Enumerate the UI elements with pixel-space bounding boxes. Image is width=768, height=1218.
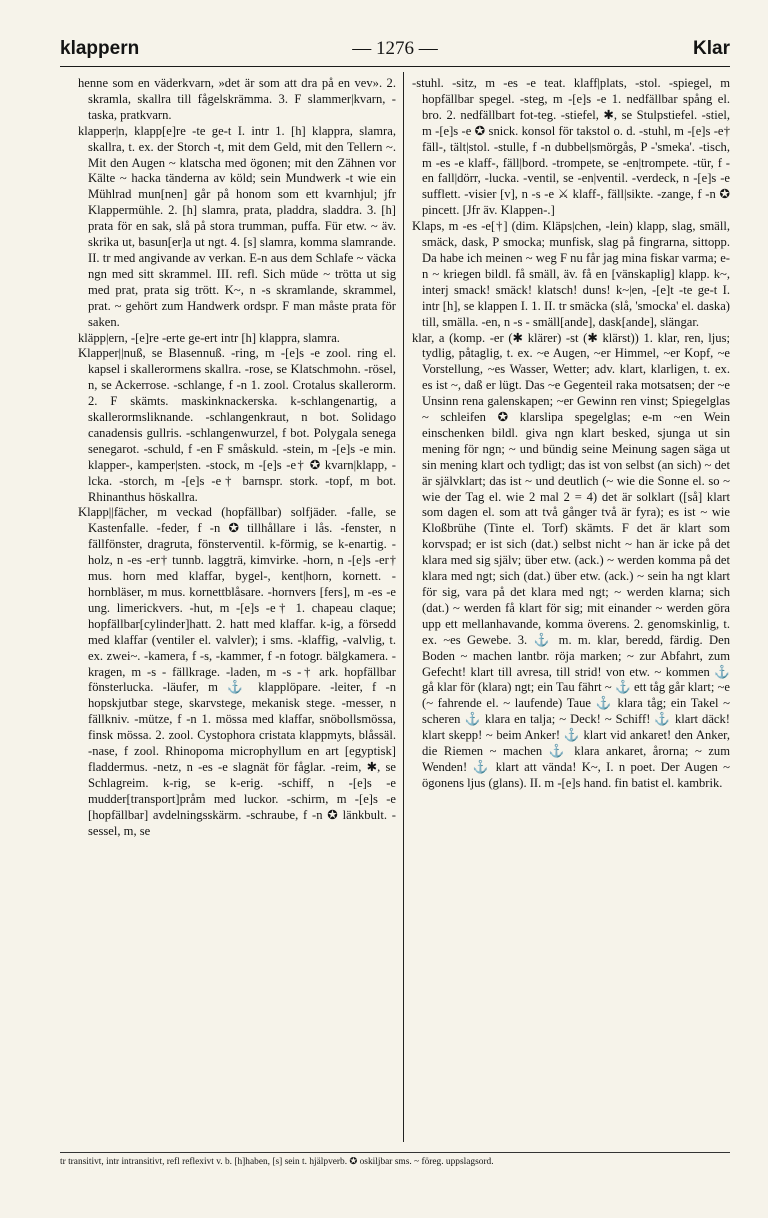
- entry-paragraph: -stuhl. -sitz, m -es -e teat. klaff|plats, -stol. -spiegel, m hopfällbar spegel. -steg, m -[e]s -e 1. nedfällbar spång el. bro. 2. nedfällbart fot-teg. -stiefel, ✱, se Stulpstiefel. -stiel, m -[e]s -e ✪ snick. konsol för takstol o. d. -stuhl, m -[e]s -e† fäll-, tält|stol. -stulle, f -n dubbel|smörgås, P -'smeka'. -tisch, m -es -e klaff-, fäll|bord. -trompete, se -en|trompete. -tür, f -en fall|dörr, -lucka. -ventil, se -en|ventil. -verdeck, n -[e]s -e sufflett. -visier [v], n -s -e ⚔ klaff-, fäll|sikte. -zange, f -n ✪ pincett. [Jfr äv. Klappen-.]: [412, 76, 730, 218]
- right-column: [412, 76, 730, 792]
- footer-divider: [60, 1152, 730, 1153]
- entry-paragraph: Klapp||fächer, m veckad (hopfällbar) solfjäder. -falle, se Kastenfalle. -feder, f -n ✪ tillhållare i lås. -fenster, n fällfönster, dragruta, fönsterventil. k-förmig, se k-enartig. -holz, n -es -er† tunnb. laggträ, kimvirke. -horn, n -[e]s -er† mus. horn med klaffar, bygel-, kent|horn, kornett. -hornbläser, m mus. kornettblåsare. -hornvers [fers], m -es -e ung. limerickvers. -hut, m -[e]s -e† 1. chapeau claque; hopfällbar[cylinder]hatt. 2. hatt med klaffar. k-ig, a försedd med klaffar (ventiler el. valvler); i sms. -klaffig, -valvlig, t. ex. zwei~. -kamera, f -s, -kammer, f -n fotogr. bälgkamera. -kragen, m -s - fällkrage. -laden, m -s -† ark. hopfällbar fönsterlucka. -läufer, m ⚓ klapplöpare. -leiter, f -n hopskjutbar stege, skarvstege, mekanisk stege. -messer, n fällkniv. -mütze, f -n 1. mössa med klaffar, snöbollsmössa, finsk mössa. 2. zool. Cystophora cristata klappmyts, blåssäl. -nase, f zool. Rhinopoma microphyllum en art [egyptisk] fladdermus. -netz, n -es -e slagnät för fåglar. -reim, ✱, se Schlagreim. k-rig, se k-erig. -schiff, n -[e]s -e mudder[transport]pråm med luckor. -schirm, m -[e]s -e [hopfällbar] avdelningsskärm. -schraube, f -n ✪ länkbult. -sessel, m, se: [78, 505, 396, 838]
- entry-paragraph: kläpp|ern, -[e]re -erte ge-ert intr [h] klappra, slamra.: [78, 330, 340, 345]
- page-header: [60, 38, 730, 67]
- column-divider: [403, 72, 404, 1142]
- entry-paragraph: Klapper||nuß, se Blasennuß. -ring, m -[e]s -e zool. ring el. kapsel i skallerormens skallra. -rose, se Klatschmohn. -rösel, n, se Ackerrose. -schlange, f -n 1. zool. Crotalus skallerorm. 2. F skämts. maskinknackerska. k-schlangenartig, a skallerormsliknande. -schlangenkraut, n bot. Solidago canadensis gullris. -schlangenwurzel, f bot. Polygala senega senegarot. -schuld, f -en F småskuld. -stein, m -[e]s -e min. klapper-, kamper|sten. -stock, m -[e]s -e† ✪ kvarn|klapp, -lcka. -storch, m -[e]s -e† barnspr. stork. -topf, m bot. Rhinanthus höskallra.: [78, 346, 396, 504]
- left-column: [78, 76, 396, 840]
- entry-paragraph: klar, a (komp. -er (✱ klärer) -st (✱ klärst)) 1. klar, ren, ljus; tydlig, påtaglig, t. ex. ~e Augen, ~er Himmel, ~er Kopf, ~e Vorstellung, ~es Wasser, Wetter; adv. klart, klarligen, t. ex. es ist ~, daß er lügt. Das ~e Gegenteil raka motsatsen; der ~e Unsinn rena galenskapen; ~er Gewinn ren vinst; Spiegelglas ~ schleifen ✪ klarslipa spegelglas; e-m ~en Wein einschenken bildl. giva ngn klart besked, sjunga ut sin mening för ngn; ~ und bündig seine Meinung sagen säga ut sin mening klart och tydligt; das ist von selbst (an sich) ~ det är självklart; das ist ~ und deutlich (~ wie die Sonne el. so ~ wie der Tag el. wie 2 mal 2 = 4) det är solklart ([så] klart som dagen el. som att två gånger två är fyra); es ist ~ wie Kloßbrühe (Tinte el. Torf) skämts. F det är klart som korvspad; er ist sich (dat.) selbst nicht ~ han är icke på det klara med sig själv; über etw. (ack.) ~ werden komma på det klara med ngt; sich (dat.) über etw. (ack.) ~ sein ha ngt klart för sig, vara på det klara med ngt; ~ werden klarna; sich (dat.) ~ werden få klart för sig; mit einander ~ werden göra upp ett mellanhavande, komma överens. 2. genomskinlig, t. ex. ~es Gewebe. 3. ⚓ m. m. klar, beredd, färdig. Den Boden ~ machen lantbr. röja marken; ~ zur Abfahrt, zum Gefecht! klart till avresa, till strid! von etw. ~ kommen ⚓ gå klar för (klara) ngt; ein Tau fährt ~ ⚓ ett tåg går klart; ~e (~ fahrende el. ~ laufende) Taue ⚓ klara tåg; ein Takel ~ scheren ⚓ klara en talja; ~ Deck! ~ Schiff! ⚓ klart däck! klart skepp! ~ beim Anker! ⚓ klart vid ankaret! den Anker, die Riemen ~ machen ⚓ klara ankaret, årorna; ~ zum Wenden! ⚓ klart att vända! K~, I. n poet. Der Augen ~ ögonens ljus (glans). II. m -[e]s hand. fin batist el. kambrik.: [412, 330, 730, 790]
- right-guide-word: Klar: [693, 38, 730, 59]
- abbreviation-footer: tr transitivt, intr intransitivt, refl reflexivt v. b. [h]haben, [s] sein t. hjälpverb. ✪ oskiljbar sms. ~ föreg. uppslagsord.: [60, 1157, 494, 1167]
- page-number: — 1276 —: [352, 38, 438, 59]
- entry-paragraph: henne som en väderkvarn, »det är som att dra på en vev». 2. skramla, skallra till fågelskrämma. 3. F slammer|kvarn, -taska, pratkvarn.: [78, 76, 396, 122]
- left-guide-word: klappern: [60, 38, 140, 59]
- entry-paragraph: Klaps, m -es -e[†] (dim. Kläps|chen, -lein) klapp, slag, smäll, smäck, dask, P smocka; munfisk, slag på fingrarna, sittopp. Da habe ich meinen ~ weg F nu får jag mina fiskar varma; e-n ~ kriegen bildl. få smäll, äv. få en [vänskaplig] klapp. k~, interj smack! smäck! klatsch! duns! k~|en, -[e]t -te ge-t I. intr [h], se klappen I. 1. II. tr smäcka (slå, 'smocka' el. daska) till, smälla. -en, n -s - smäll[ande], dask[ande], slängar.: [412, 219, 730, 329]
- entry-paragraph: klapper|n, klapp[e]re -te ge-t I. intr 1. [h] klappra, slamra, skallra, t. ex. der Storch -t, mit dem Geld, mit den Tellern ~. Mit den Augen ~ klatscha med ögonen; mit den Zähnen vor Kälte ~ hacka tänderna av köld; sein Mundwerk -t wie ein Mühlrad mun[nen] går på honom som ett kvarnhjul; jfr Klappermühle. 2. [h] slamra, prata, pladdra, sladdra. 3. [h] prata för en sak, slå på stora trumman, puffa. Für etw. ~ äv. skrika ut, basun[er]a ut ngt. 4. [s] slamra, komma slamrande. II. tr med angivande av verkan. E-n aus dem Schlafe ~ väcka ngn med sitt skrammel. III. refl. Sich müde ~ trötta ut sig med prat, prata sig trött. K~, n -s skramlande, skrammel, prat. ~ gehört zum Handwerk ordspr. F man måste prata för saken.: [78, 123, 396, 329]
